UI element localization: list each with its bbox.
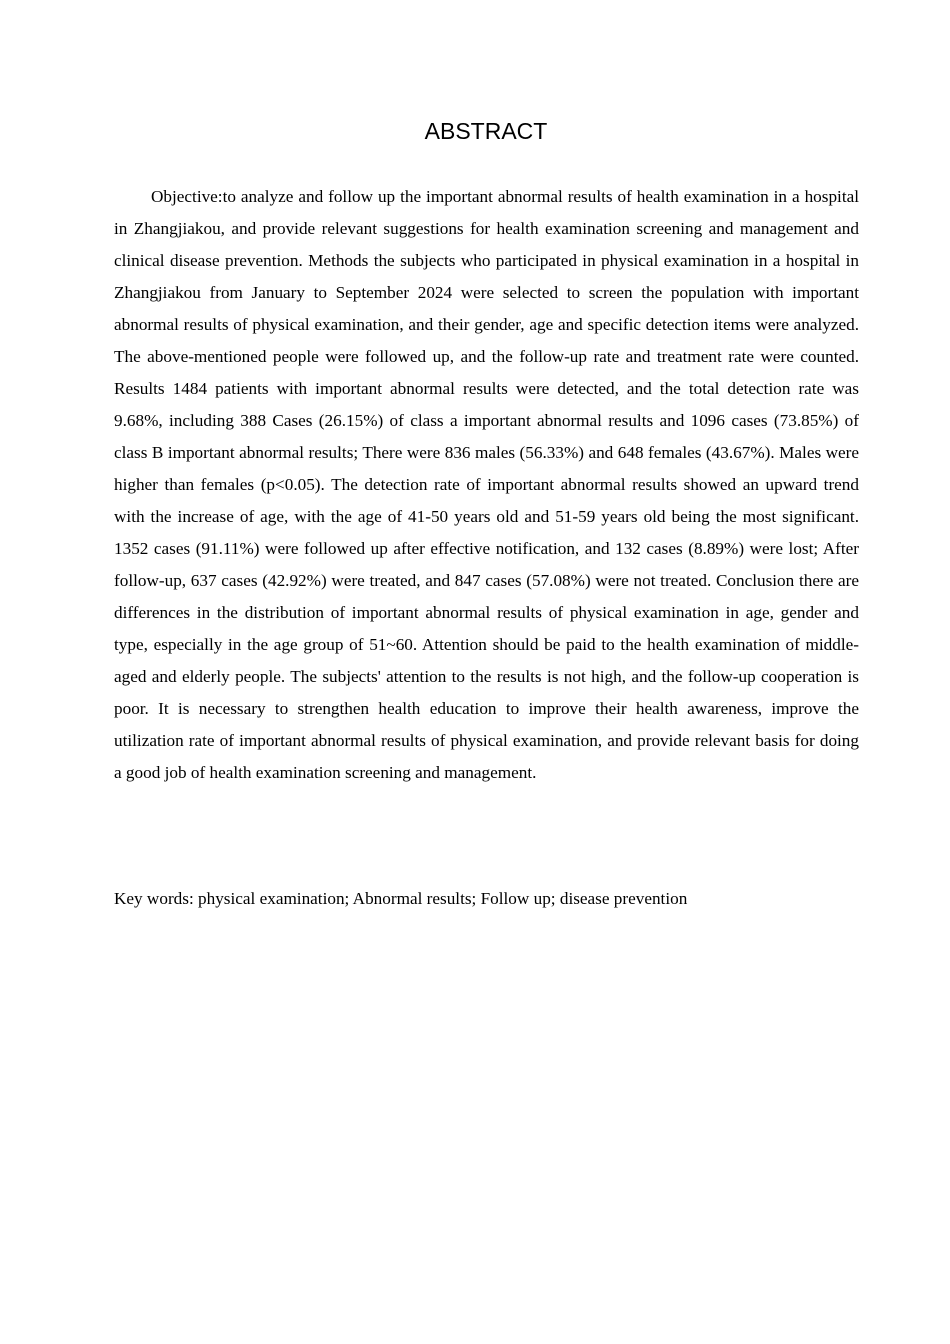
keywords-line: Key words: physical examination; Abnormal results; Follow up; disease prevention [114,889,688,908]
abstract-title: ABSTRACT [424,118,548,144]
abstract-body: Objective:to analyze and follow up the important abnormal results of health examination in a hospital in Zhangjiakou, and provide relevant suggestions for health examination screening and management and clinical disease prevention. Methods the subjects who participated in physical examination in a hospital in Zhangjiakou from January to September 2024 were selected to screen the population with important abnormal results of physical examination, and their gender, age and specific detection items were analyzed. The above-mentioned people were followed up, and the follow-up rate and treatment rate were counted. Results 1484 patients with important abnormal results were detected, and the total detection rate was 9.68%, including 388 Cases (26.15%) of class a important abnormal results and 1096 cases (73.85%) of class B important abnormal results; There were 836 males (56.33%) and 648 females (43.67%). Males were higher than females (p<0.05). The detection rate of important abnormal results showed an upward trend with the increase of age, with the age of 41-50 years old and 51-59 years old being the most significant. 1352 cases (91.11%) were followed up after effective notification, and 132 cases (8.89%) were lost; After follow-up, 637 cases (42.92%) were treated, and 847 cases (57.08%) were not treated. Conclusion there are differences in the distribution of important abnormal results of physical examination in age, gender and type, especially in the age group of 51~60. Attention should be paid to the health examination of middle-aged and elderly people. The subjects' attention to the results is not high, and the follow-up cooperation is poor. It is necessary to strengthen health education to improve their health awareness, improve the utilization rate of important abnormal results of physical examination, and provide relevant basis for doing a good job of health examination screening and management. [114,187,859,782]
